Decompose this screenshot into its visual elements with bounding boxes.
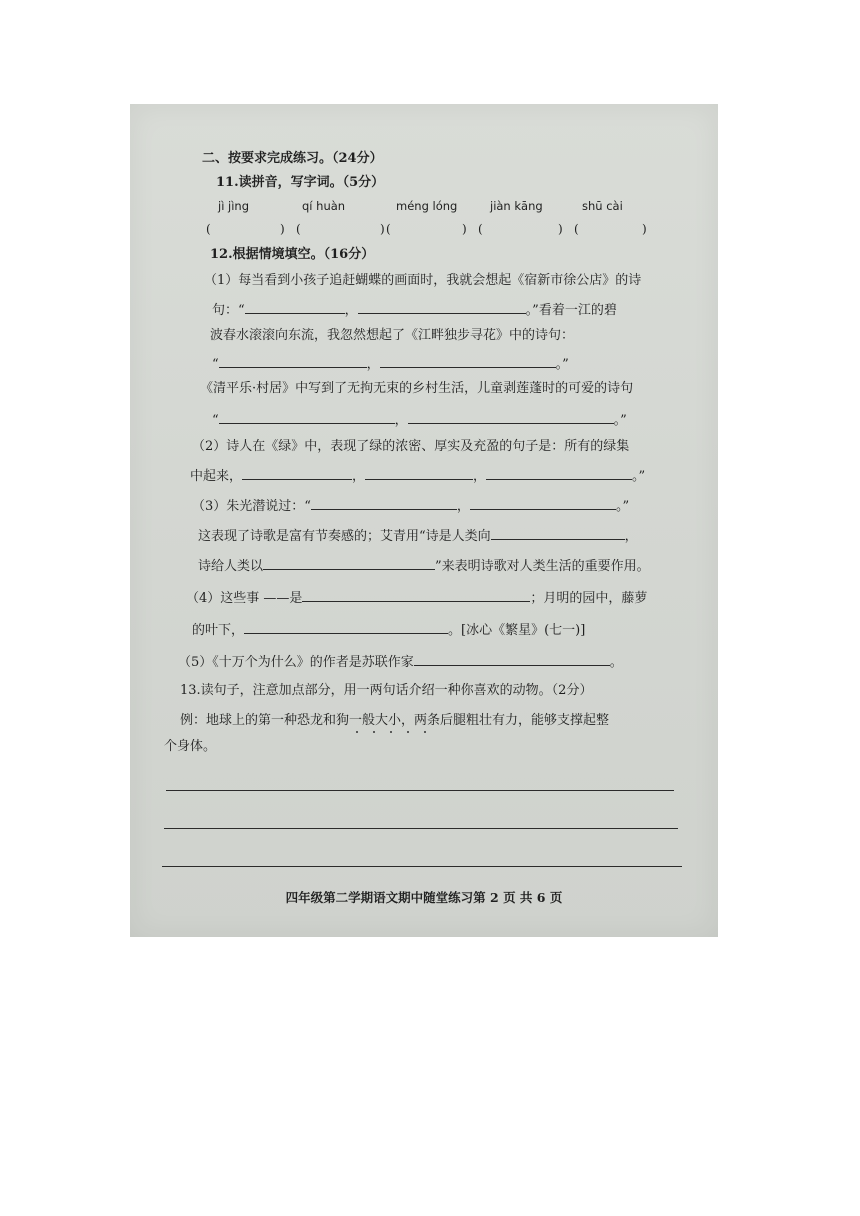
q12-p3-line2: 这表现了诗歌是富有节奏感的；艾青用“诗是人类向 ， <box>198 526 638 546</box>
answer-blank[interactable] <box>245 300 345 314</box>
pinyin-1: jì jìng <box>218 199 250 213</box>
q12-p5-line: （5）《十万个为什么》的作者是苏联作家 。 <box>178 652 623 672</box>
q12-p3-line1: （3）朱光潜说过：“ ， 。” <box>192 496 629 516</box>
answer-blank[interactable] <box>242 466 352 480</box>
q12-p1-line2: 句：“ ， 。”看着一江的碧 <box>212 300 617 320</box>
q13-example-line1: 例：地球上的第一种恐龙和狗一般大小，两条后腿粗壮有力，能够支撑起整 <box>180 713 610 728</box>
answer-paren-close: ) <box>280 222 285 236</box>
answer-paren-close: ) <box>380 222 385 236</box>
q11-title: 11.读拼音，写字词。（5分） <box>216 175 385 190</box>
answer-blank[interactable] <box>219 410 395 424</box>
answer-blank[interactable] <box>365 466 473 480</box>
answer-blank[interactable] <box>414 652 610 666</box>
emphasis-dot <box>407 731 409 733</box>
q13-title: 13.读句子，注意加点部分，用一两句话介绍一种你喜欢的动物。（2分） <box>180 683 593 698</box>
answer-blank[interactable] <box>311 496 457 510</box>
q12-title: 12.根据情境填空。（16分） <box>210 247 375 262</box>
answer-paren-open: ( <box>478 222 483 236</box>
answer-blank[interactable] <box>470 496 616 510</box>
pinyin-3: méng lóng <box>396 199 458 213</box>
section-title: 二、按要求完成练习。（24分） <box>202 151 383 166</box>
answer-line[interactable] <box>166 790 674 791</box>
answer-line[interactable] <box>164 828 678 829</box>
q12-p4-line2: 的叶下， 。[冰心《繁星》(七一)] <box>192 620 585 640</box>
pinyin-5: shū cài <box>582 199 623 213</box>
q12-p4-line1: （4）这些事 ——是 ；月明的园中，藤萝 <box>186 588 647 608</box>
answer-paren-open: ( <box>574 222 579 236</box>
answer-line[interactable] <box>162 866 682 867</box>
emphasis-dot <box>356 731 358 733</box>
answer-paren-open: ( <box>386 222 391 236</box>
q12-p1-line6: “ ， 。” <box>212 410 627 430</box>
emphasis-dot <box>373 731 375 733</box>
answer-blank[interactable] <box>219 354 367 368</box>
q12-p1-line4: “ ， 。” <box>212 354 569 374</box>
pinyin-2: qí huàn <box>302 199 346 213</box>
q12-p1-line5: 《清平乐·村居》中写到了无拘无束的乡村生活，儿童剥莲蓬时的可爱的诗句 <box>200 381 634 396</box>
q12-p2-line1: （2）诗人在《绿》中，表现了绿的浓密、厚实及充盈的句子是：所有的绿集 <box>192 439 630 454</box>
answer-blank[interactable] <box>491 526 625 540</box>
page-footer: 四年级第二学期语文期中随堂练习第 2 页 共 6 页 <box>285 890 563 905</box>
answer-blank[interactable] <box>263 556 435 570</box>
q12-p3-line3: 诗给人类以 ”来表明诗歌对人类生活的重要作用。 <box>198 556 650 576</box>
answer-blank[interactable] <box>244 620 448 634</box>
answer-blank[interactable] <box>408 410 614 424</box>
q12-p1-line1: （1）每当看到小孩子追赶蝴蝶的画面时，我就会想起《宿新市徐公店》的诗 <box>204 273 642 288</box>
q12-p1-line3: 波春水滚滚向东流，我忽然想起了《江畔独步寻花》中的诗句： <box>210 328 575 343</box>
worksheet-photo <box>130 104 718 937</box>
answer-blank[interactable] <box>302 588 530 602</box>
answer-paren-close: ) <box>462 222 467 236</box>
q12-p2-line2: 中起来， ， ， 。” <box>190 466 645 486</box>
answer-paren-close: ) <box>642 222 647 236</box>
answer-paren-close: ) <box>558 222 563 236</box>
answer-blank[interactable] <box>380 354 556 368</box>
answer-blank[interactable] <box>486 466 632 480</box>
emphasis-dot <box>390 731 392 733</box>
answer-blank[interactable] <box>358 300 526 314</box>
emphasis-dot <box>424 731 426 733</box>
pinyin-4: jiàn kāng <box>490 199 543 213</box>
answer-paren-open: ( <box>296 222 301 236</box>
q13-example-line2: 个身体。 <box>164 739 217 754</box>
answer-paren-open: ( <box>206 222 211 236</box>
